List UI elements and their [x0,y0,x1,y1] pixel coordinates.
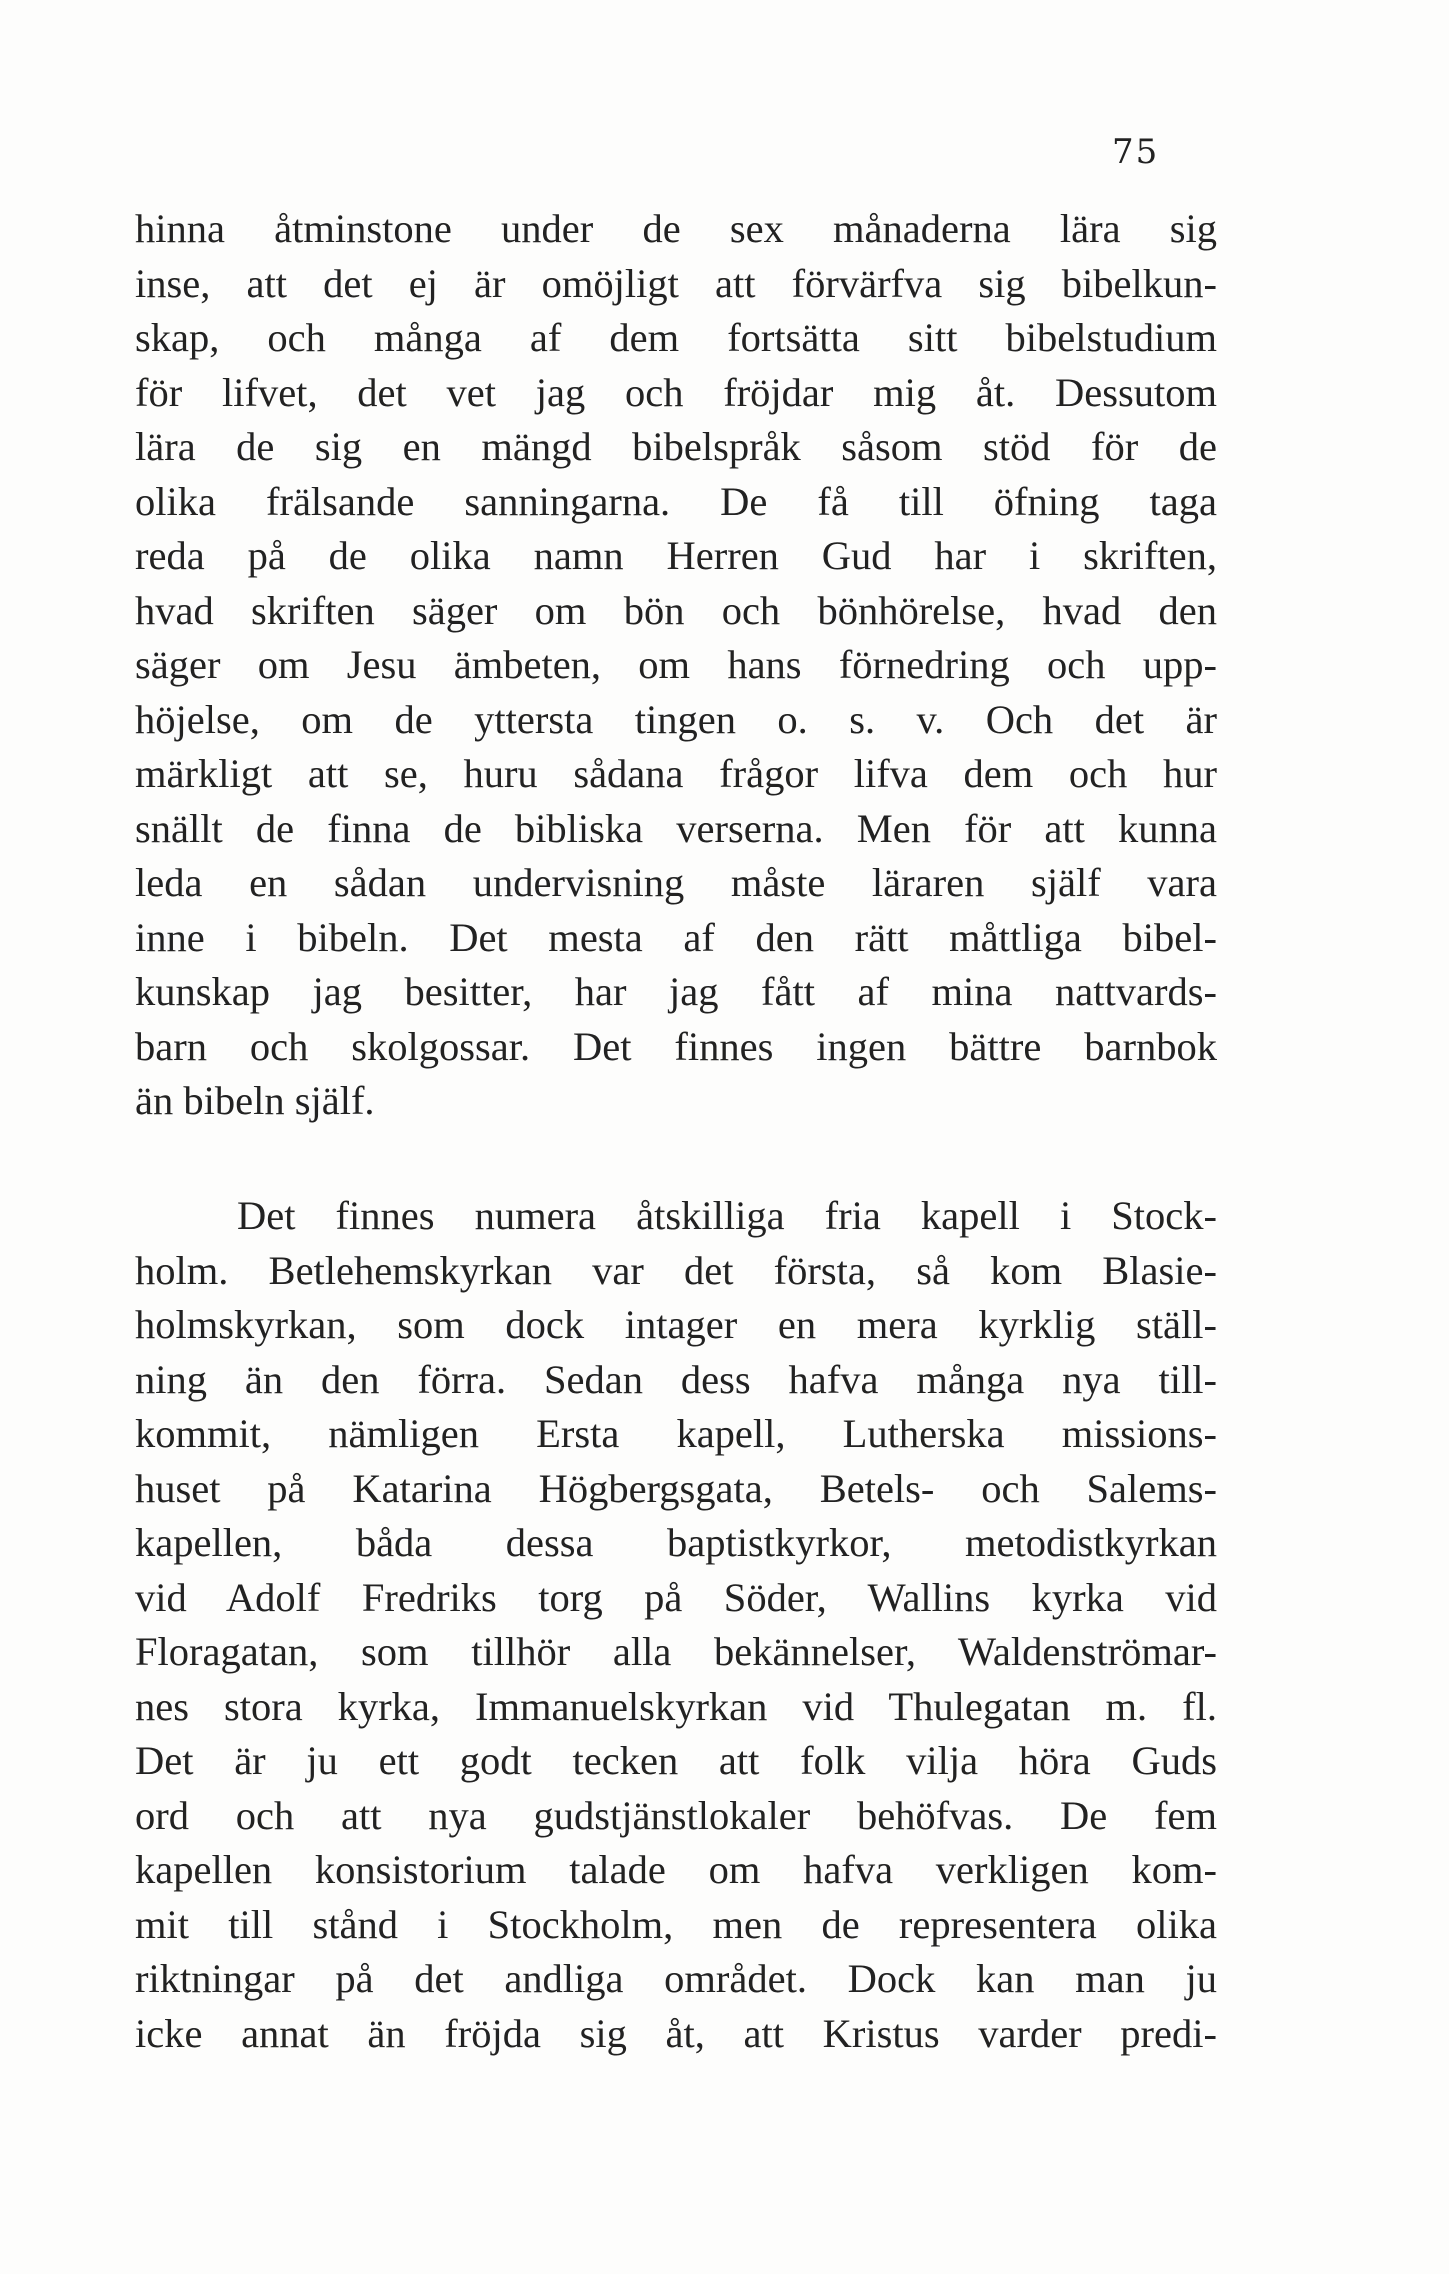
text-line: kommit, nämligen Ersta kapell, Lutherska missions- [135,1411,1217,1456]
text-line: holm. Betlehemskyrkan var det första, så kom Blasie- [135,1247,1217,1293]
text-line: kunskap jag besitter, har jag fått af mina nattvards- [135,969,1217,1014]
text-line: snällt de finna de bibliska verserna. Men för att kunna [135,805,1217,851]
text-line: skap, och många af dem fortsätta sitt bibelstudium [135,315,1217,360]
text-line: holmskyrkan, som dock intager en mera kyrklig ställ- [135,1302,1217,1347]
text-line: lära de sig en mängd bibelspråk såsom stöd för de [135,424,1217,469]
text-line: reda på de olika namn Herren Gud har i skriften, [135,533,1217,578]
text-line: hvad skriften säger om bön och bönhörelse, hvad den [135,587,1217,633]
text-line: leda en sådan undervisning måste läraren själf vara [135,860,1217,905]
text-line: nes stora kyrka, Immanuelskyrkan vid Thulegatan m. fl. [135,1683,1217,1729]
page-number: 75 [1112,132,1160,172]
text-line: märkligt att se, huru sådana frågor lifva dem och hur [135,751,1217,796]
text-line: kapellen, båda dessa baptistkyrkor, metodistkyrkan [135,1520,1217,1565]
text-line: Det är ju ett godt tecken att folk vilja höra Guds [135,1738,1217,1783]
text-line: höjelse, om de yttersta tingen o. s. v. Och det är [135,696,1217,742]
text-line: icke annat än fröjda sig åt, att Kristus varder predi- [135,2010,1217,2056]
text-line: Det finnes numera åtskilliga fria kapell i Stock- [237,1193,1217,1238]
text-line: för lifvet, det vet jag och fröjdar mig åt. Dessutom [135,369,1217,415]
paragraph-1 [135,202,1217,1129]
text-line: olika frälsande sanningarna. De få till öfning taga [135,478,1217,524]
text-line: inse, att det ej är omöjligt att förvärfva sig bibelkun- [135,260,1217,306]
text-line: barn och skolgossar. Det finnes ingen bättre barnbok [135,1023,1217,1069]
text-line: vid Adolf Fredriks torg på Söder, Wallins kyrka vid [135,1574,1217,1620]
text-line: mit till stånd i Stockholm, men de representera olika [135,1901,1217,1947]
text-line: än bibeln själf. [135,1078,375,1123]
text-line: inne i bibeln. Det mesta af den rätt måttliga bibel- [135,914,1217,960]
text-line: huset på Katarina Högbergsgata, Betels- och Salems- [135,1465,1217,1511]
text-line: ning än den förra. Sedan dess hafva många nya till- [135,1356,1217,1402]
text-line: hinna åtminstone under de sex månaderna lära sig [135,206,1217,251]
text-line: säger om Jesu ämbeten, om hans förnedring och upp- [135,642,1217,687]
text-line: ord och att nya gudstjänstlokaler behöfvas. De fem [135,1792,1217,1838]
text-line: kapellen konsistorium talade om hafva verkligen kom- [135,1847,1217,1892]
text-line: riktningar på det andliga området. Dock kan man ju [135,1956,1217,2001]
text-line: Floragatan, som tillhör alla bekännelser, Waldenströmar- [135,1629,1217,1674]
paragraph-2 [135,1189,1217,2061]
